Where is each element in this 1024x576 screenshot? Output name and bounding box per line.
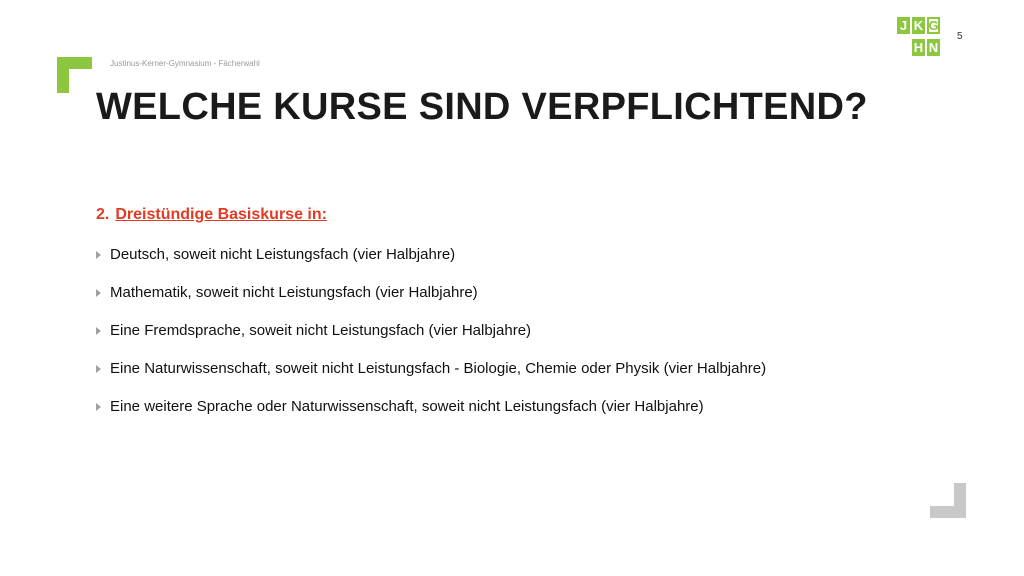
bullet-arrow-icon <box>96 365 101 373</box>
list-item-text: Eine Naturwissenschaft, soweit nicht Leistungsfach - Biologie, Chemie oder Physik (vier Halbjahre) <box>110 360 767 377</box>
bullet-arrow-icon <box>96 403 101 411</box>
list-item-text: Eine Fremdsprache, soweit nicht Leistungsfach (vier Halbjahre) <box>110 322 532 339</box>
school-logo <box>897 17 942 58</box>
list-item <box>96 360 766 398</box>
list-item-text: Mathematik, soweit nicht Leistungsfach (vier Halbjahre) <box>110 284 478 301</box>
logo-letter-n: N <box>928 40 939 55</box>
list-item <box>96 284 766 322</box>
logo-letter-h: H <box>913 40 924 55</box>
course-list <box>96 246 766 436</box>
bullet-arrow-icon <box>96 327 101 335</box>
logo-letter-g: G <box>928 18 939 33</box>
list-item-text: Deutsch, soweit nicht Leistungsfach (vier Halbjahre) <box>110 246 456 263</box>
logo-letter-k: K <box>913 18 924 33</box>
corner-decoration-top-left <box>57 57 92 93</box>
page-number: 5 <box>957 31 963 42</box>
section-heading <box>96 206 327 224</box>
page-title: WELCHE KURSE SIND VERPFLICHTEND? <box>96 86 868 128</box>
bullet-arrow-icon <box>96 251 101 259</box>
corner-decoration-bottom-right <box>930 483 966 518</box>
list-item <box>96 398 766 436</box>
list-item <box>96 322 766 360</box>
logo-letter-j: J <box>897 17 910 34</box>
bullet-arrow-icon <box>96 289 101 297</box>
section-heading-text: Dreistündige Basiskurse in: <box>115 206 327 223</box>
list-item <box>96 246 766 284</box>
school-subtitle: Justinus-Kerner-Gymnasium - Fächerwahl <box>110 59 260 68</box>
list-item-text: Eine weitere Sprache oder Naturwissenschaft, soweit nicht Leistungsfach (vier Halbjahre) <box>110 398 704 415</box>
section-number: 2. <box>96 206 110 223</box>
